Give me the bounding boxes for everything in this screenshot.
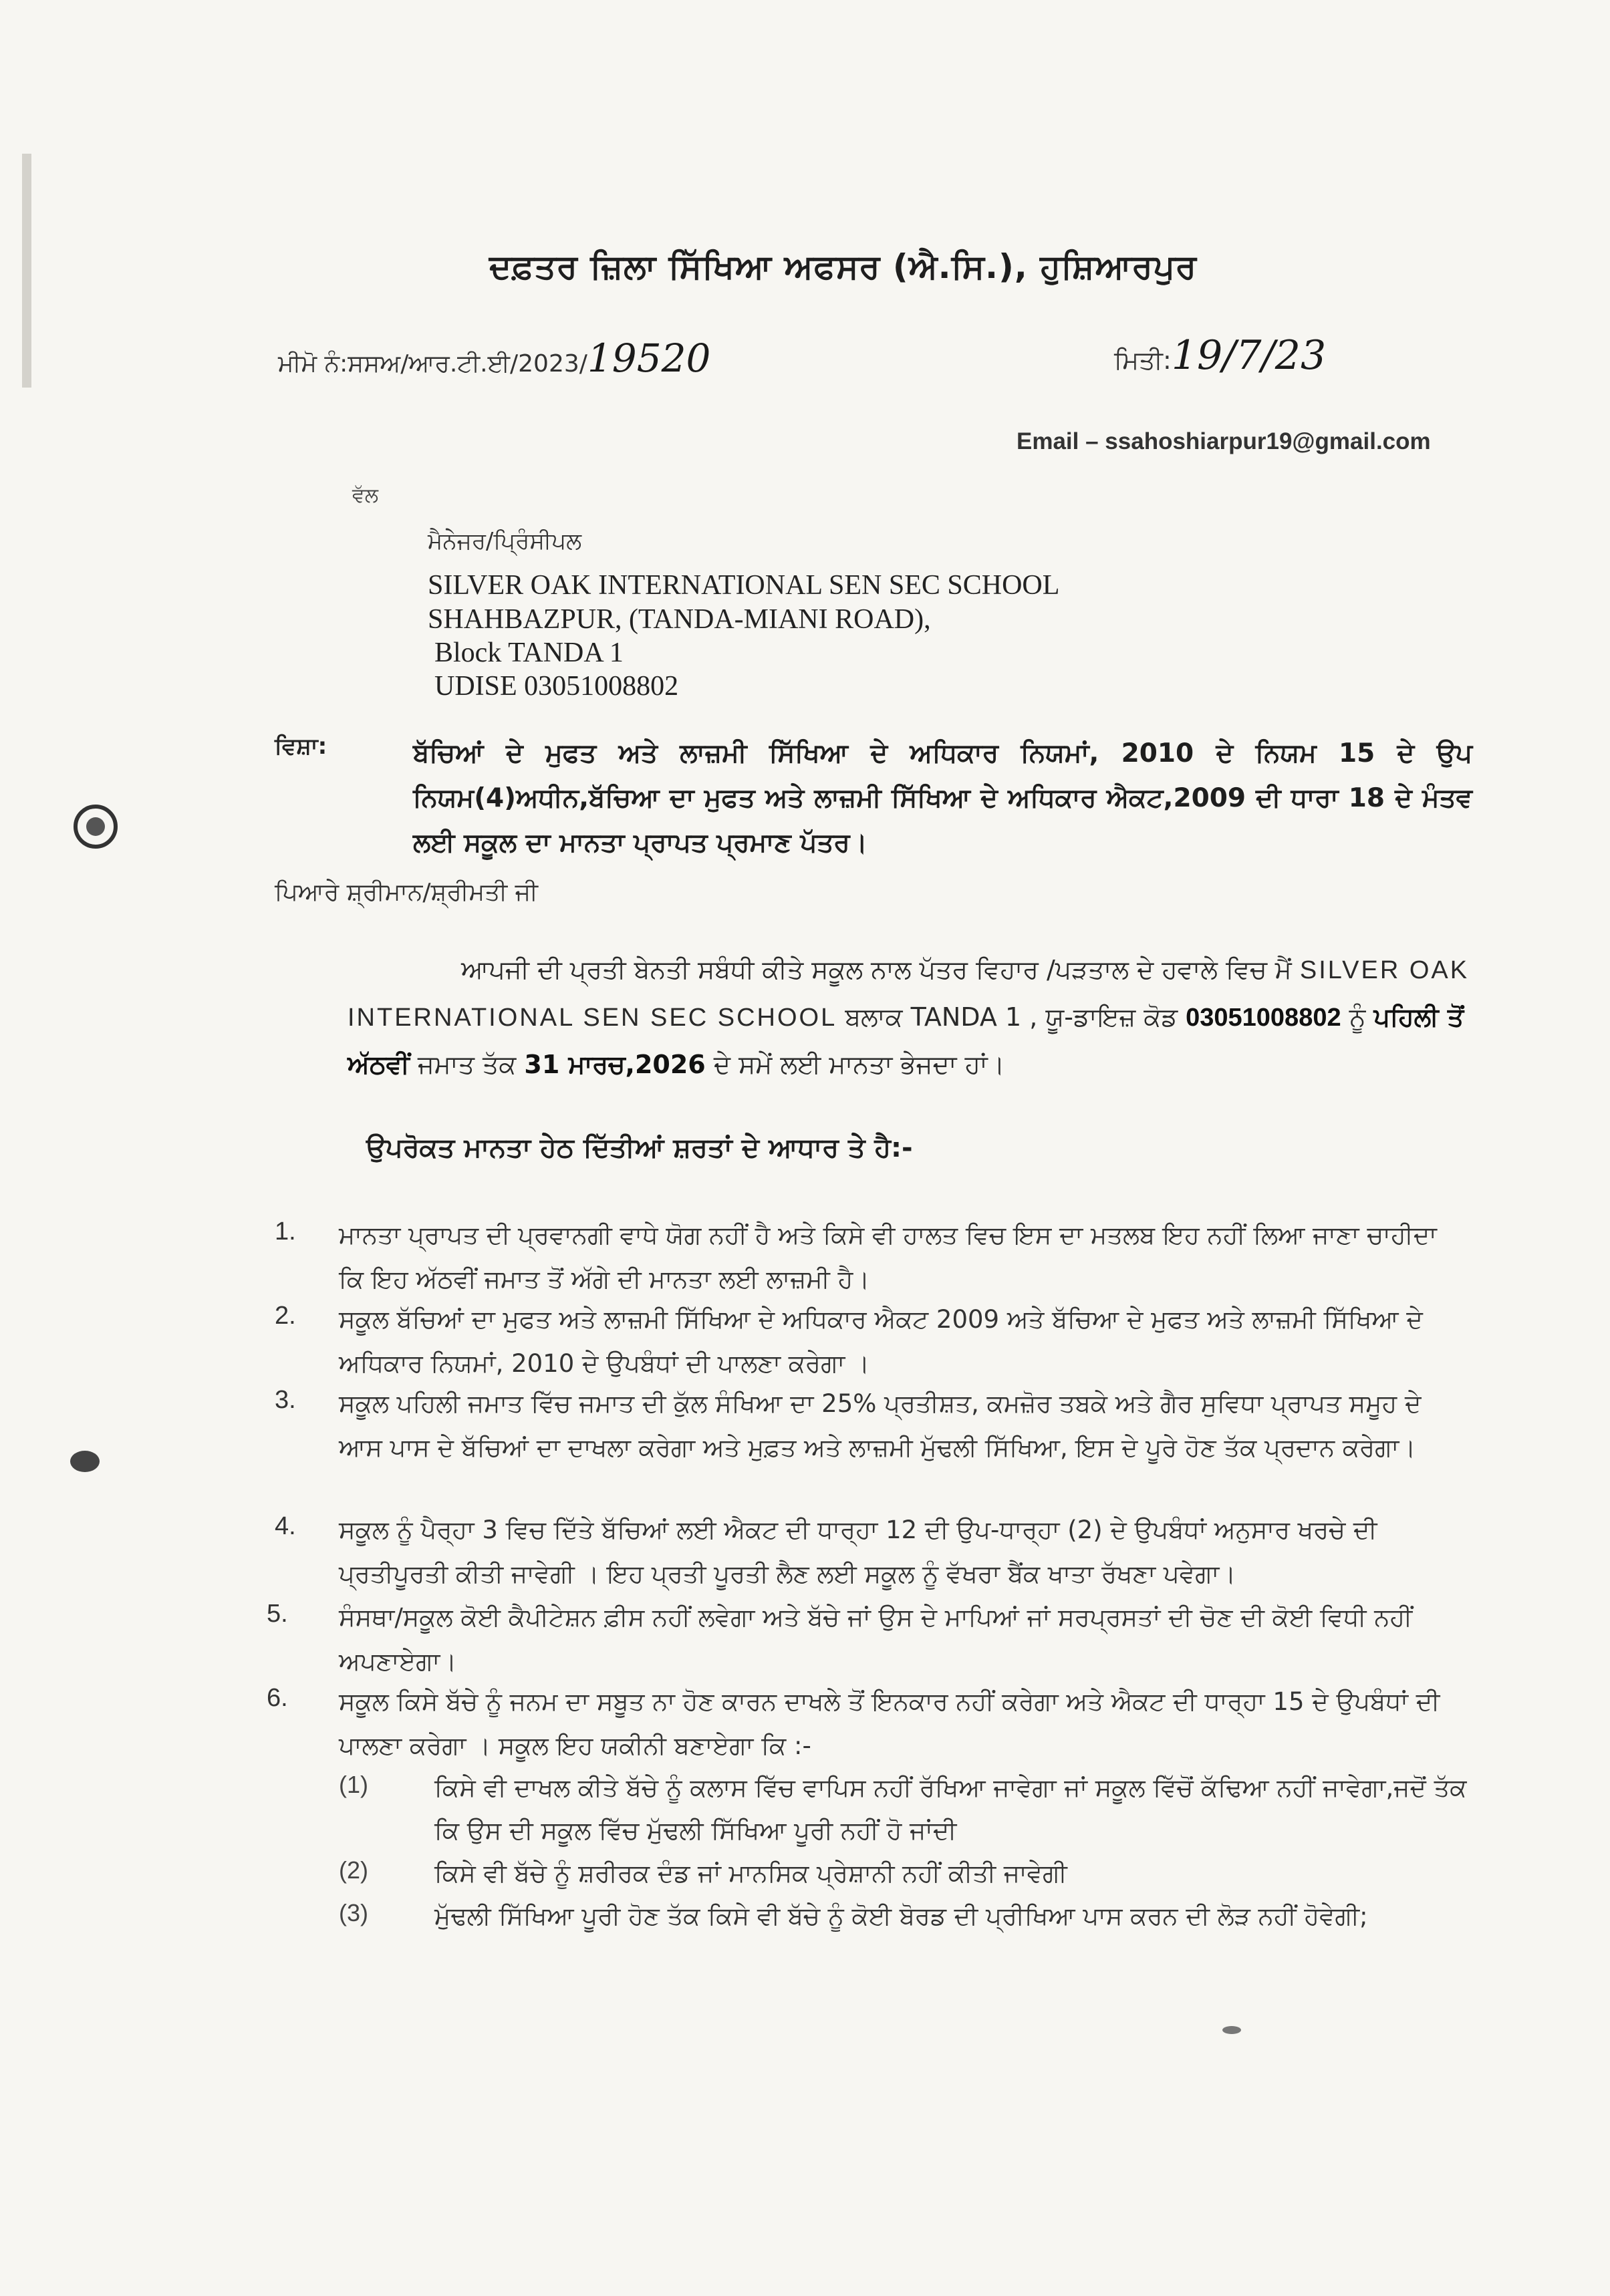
body-paragraph bbox=[348, 946, 1470, 1088]
condition-number: 1. bbox=[275, 1217, 296, 1246]
memo-number-label bbox=[278, 335, 710, 381]
sub-condition-item: ਕਿਸੇ ਵੀ ਦਾਖਲ ਕੀਤੇ ਬੱਚੇ ਨੂੰ ਕਲਾਸ ਵਿੱਚ ਵਾਪਿਸ ਨਹੀਂ ਰੱਖਿਆ ਜਾਵੇਗਾ ਜਾਂ ਸਕੂਲ ਵਿੱਚੋਂ ਕੱਢਿਆ ਨਹੀਂ ਜਾਵੇਗਾ,ਜਦੋਂ ਤੱਕ ਕਿ ਉਸ ਦੀ ਸਕੂਲ ਵਿੱਚ ਮੁੱਢਲੀ ਸਿੱਖਿਆ ਪੂਰੀ ਨਹੀਂ ਹੋ ਜਾਂਦੀ bbox=[434, 1773, 1467, 1845]
condition-number: 6. bbox=[267, 1684, 288, 1712]
ink-blot bbox=[70, 1451, 100, 1472]
condition-number: 2. bbox=[275, 1302, 296, 1330]
body-school: SILVER OAK INTERNATIONAL SEN SEC SCHOOL bbox=[348, 956, 1470, 1032]
condition-item: ਸਕੂਲ ਨੂੰ ਪੈਰ੍ਹਾ 3 ਵਿਚ ਦਿੱਤੇ ਬੱਚਿਆਂ ਲਈ ਐਕਟ ਦੀ ਧਾਰ੍ਹਾ 12 ਦੀ ਉਪ-ਧਾਰ੍ਹਾ (2) ਦੇ ਉਪਬੰਧਾਂ ਅਨੁਸਾਰ ਖਰਚੇ ਦੀ ਪ੍ਰਤੀਪੂਰਤੀ ਕੀਤੀ ਜਾਵੇਗੀ । ਇਹ ਪ੍ਰਤੀ ਪੂਰਤੀ ਲੈਣ ਲਈ ਸਕੂਲ ਨੂੰ ਵੱਖਰਾ ਬੈਂਕ ਖਾਤਾ ਰੱਖਣਾ ਪਵੇਗਾ। bbox=[339, 1516, 1377, 1588]
date-block bbox=[1114, 332, 1326, 379]
condition-number: 4. bbox=[275, 1512, 296, 1540]
recipient-block: Block TANDA 1 bbox=[434, 637, 624, 668]
salutation: ਪਿਆਰੇ ਸ਼੍ਰੀਮਾਨ/ਸ਼੍ਰੀਮਤੀ ਜੀ bbox=[275, 879, 538, 906]
condition-item: ਸਕੂਲ ਬੱਚਿਆਂ ਦਾ ਮੁਫਤ ਅਤੇ ਲਾਜ਼ਮੀ ਸਿੱਖਿਆ ਦੇ ਅਧਿਕਾਰ ਐਕਟ 2009 ਅਤੇ ਬੱਚਿਆ ਦੇ ਮੁਫਤ ਅਤੇ ਲਾਜ਼ਮੀ ਸਿੱਖਿਆ ਦੇ ਅਧਿਕਾਰ ਨਿਯਮਾਂ, 2010 ਦੇ ਉਪਬੰਧਾਂ ਦੀ ਪਾਲਣਾ ਕਰੇਗਾ । bbox=[339, 1305, 1423, 1378]
date-label: ਮਿਤੀ: bbox=[1114, 345, 1172, 375]
body-end: ਦੇ ਸਮੇਂ ਲਈ ਮਾਨਤਾ ਭੇਜਦਾ ਹਾਂ। bbox=[713, 1050, 1005, 1079]
to-label: ਵੱਲ bbox=[352, 484, 379, 507]
sub-condition-number: (1) bbox=[339, 1771, 368, 1798]
recipient-address: SHAHBAZPUR, (TANDA-MIANI ROAD), bbox=[428, 604, 931, 635]
condition-number: 3. bbox=[275, 1386, 296, 1414]
office-email: Email – ssahoshiarpur19@gmail.com bbox=[1017, 428, 1431, 454]
body-intro: ਆਪਜੀ ਦੀ ਪ੍ਰਤੀ ਬੇਨਤੀ ਸਬੰਧੀ ਕੀਤੇ ਸਕੂਲ ਨਾਲ ਪੱਤਰ ਵਿਹਾਰ /ਪੜਤਾਲ ਦੇ ਹਵਾਲੇ ਵਿਚ ਮੈਂ bbox=[461, 955, 1292, 984]
condition-item: ਮਾਨਤਾ ਪ੍ਰਾਪਤ ਦੀ ਪ੍ਰਵਾਨਗੀ ਵਾਧੇ ਯੋਗ ਨਹੀਂ ਹੈ ਅਤੇ ਕਿਸੇ ਵੀ ਹਾਲਤ ਵਿਚ ਇਸ ਦਾ ਮਤਲਬ ਇਹ ਨਹੀਂ ਲਿਆ ਜਾਣਾ ਚਾਹੀਦਾ ਕਿ ਇਹ ਅੱਠਵੀਂ ਜਮਾਤ ਤੋਂ ਅੱਗੇ ਦੀ ਮਾਨਤਾ ਲਈ ਲਾਜ਼ਮੀ ਹੈ। bbox=[339, 1221, 1437, 1294]
memo-label: ਮੀਮੋ ਨੰ:ਸਸਅ/ਆਰ.ਟੀ.ਈ/2023/ bbox=[278, 350, 587, 378]
office-title: ਦਫ਼ਤਰ ਜ਼ਿਲਾ ਸਿੱਖਿਆ ਅਫਸਰ (ਐ.ਸਿ.), ਹੁਸ਼ਿਆਰਪੁਰ bbox=[489, 247, 1197, 286]
body-code: 03051008802 bbox=[1186, 1004, 1341, 1032]
condition-item: ਸਕੂਲ ਕਿਸੇ ਬੱਚੇ ਨੂੰ ਜਨਮ ਦਾ ਸਬੂਤ ਨਾ ਹੋਣ ਕਾਰਨ ਦਾਖਲੇ ਤੋਂ ਇਨਕਾਰ ਨਹੀਂ ਕਰੇਗਾ ਅਤੇ ਐਕਟ ਦੀ ਧਾਰ੍ਹਾ 15 ਦੇ ਉਪਬੰਧਾਂ ਦੀ ਪਾਲਣਾ ਕਰੇਗਾ । ਸਕੂਲ ਇਹ ਯਕੀਨੀ ਬਣਾਏਗਾ ਕਿ :- bbox=[339, 1687, 1440, 1760]
body-block: ਬਲਾਕ TANDA 1 , ਯੂ-ਡਾਇਜ਼ ਕੋਡ bbox=[845, 1002, 1178, 1032]
sub-condition-item: ਕਿਸੇ ਵੀ ਬੱਚੇ ਨੂੰ ਸ਼ਰੀਰਕ ਦੰਡ ਜਾਂ ਮਾਨਸਿਕ ਪ੍ਰੇਸ਼ਾਨੀ ਨਹੀਂ ਕੀਤੀ ਜਾਵੇਗੀ bbox=[434, 1859, 1067, 1888]
memo-number-handwritten: 19520 bbox=[587, 335, 711, 381]
body-until: 31 ਮਾਰਚ,2026 bbox=[524, 1050, 706, 1079]
recipient-school-name: SILVER OAK INTERNATIONAL SEN SEC SCHOOL bbox=[428, 570, 1060, 601]
recipient-udise: UDISE 03051008802 bbox=[434, 671, 679, 702]
sub-condition-number: (2) bbox=[339, 1856, 368, 1884]
subject-label: ਵਿਸ਼ਾ: bbox=[275, 733, 327, 760]
body-mid1: ਨੂੰ bbox=[1349, 1002, 1366, 1032]
recipient-designation: ਮੈਨੇਜਰ/ਪ੍ਰਿੰਸੀਪਲ bbox=[428, 528, 582, 555]
body-classes: ਪਹਿਲੀ ਤੋਂ ਅੱਠਵੀਂ bbox=[348, 1002, 1464, 1079]
date-handwritten: 19/7/23 bbox=[1171, 332, 1327, 379]
condition-item: ਸੰਸਥਾ/ਸਕੂਲ ਕੋਈ ਕੈਪੀਟੇਸ਼ਨ ਫ਼ੀਸ ਨਹੀਂ ਲਵੇਗਾ ਅਤੇ ਬੱਚੇ ਜਾਂ ਉਸ ਦੇ ਮਾਪਿਆਂ ਜਾਂ ਸਰਪ੍ਰਸਤਾਂ ਦੀ ਚੋਣ ਦੀ ਕੋਈ ਵਿਧੀ ਨਹੀਂ ਅਪਣਾਏਗਾ। bbox=[339, 1603, 1413, 1676]
sub-condition-number: (3) bbox=[339, 1899, 368, 1926]
body-mid2: ਜਮਾਤ ਤੱਕ bbox=[417, 1050, 517, 1079]
sub-condition-item: ਮੁੱਢਲੀ ਸਿੱਖਿਆ ਪੂਰੀ ਹੋਣ ਤੱਕ ਕਿਸੇ ਵੀ ਬੱਚੇ ਨੂੰ ਕੋਈ ਬੋਰਡ ਦੀ ਪ੍ਰੀਖਿਆ ਪਾਸ ਕਰਨ ਦੀ ਲੋੜ ਨਹੀਂ ਹੋਵੇਗੀ; bbox=[434, 1902, 1368, 1930]
condition-number: 5. bbox=[267, 1600, 288, 1628]
subject-text: ਬੱਚਿਆਂ ਦੇ ਮੁਫਤ ਅਤੇ ਲਾਜ਼ਮੀ ਸਿੱਖਿਆ ਦੇ ਅਧਿਕਾਰ ਨਿਯਮਾਂ, 2010 ਦੇ ਨਿਯਮ 15 ਦੇ ਉਪ ਨਿਯਮ(4)ਅਧੀਨ,ਬੱਚਿਆ ਦਾ ਮੁਫਤ ਅਤੇ ਲਾਜ਼ਮੀ ਸਿੱਖਿਆ ਦੇ ਅਧਿਕਾਰ ਐਕਟ,2009 ਦੀ ਧਾਰਾ 18 ਦੇ ਮੰਤਵ ਲਈ ਸਕੂਲ ਦਾ ਮਾਨਤਾ ਪ੍ਰਾਪਤ ਪ੍ਰਮਾਣ ਪੱਤਰ। bbox=[413, 738, 1472, 858]
condition-item: ਸਕੂਲ ਪਹਿਲੀ ਜਮਾਤ ਵਿੱਚ ਜਮਾਤ ਦੀ ਕੁੱਲ ਸੰਖਿਆ ਦਾ 25% ਪ੍ਰਤੀਸ਼ਤ, ਕਮਜ਼ੋਰ ਤਬਕੇ ਅਤੇ ਗੈਰ ਸੁਵਿਧਾ ਪ੍ਰਾਪਤ ਸਮੂਹ ਦੇ ਆਸ ਪਾਸ ਦੇ ਬੱਚਿਆਂ ਦਾ ਦਾਖਲਾ ਕਰੇਗਾ ਅਤੇ ਮੁਫ਼ਤ ਅਤੇ ਲਾਜ਼ਮੀ ਮੁੱਢਲੀ ਸਿੱਖਿਆ, ਇਸ ਦੇ ਪੂਰੇ ਹੋਣ ਤੱਕ ਪ੍ਰਦਾਨ ਕਰੇਗਾ। bbox=[339, 1389, 1422, 1462]
conditions-heading: ਉਪਰੋਕਤ ਮਾਨਤਾ ਹੇਠ ਦਿੱਤੀਆਂ ਸ਼ਰਤਾਂ ਦੇ ਆਧਾਰ ਤੇ ਹੈ:- bbox=[366, 1133, 913, 1163]
